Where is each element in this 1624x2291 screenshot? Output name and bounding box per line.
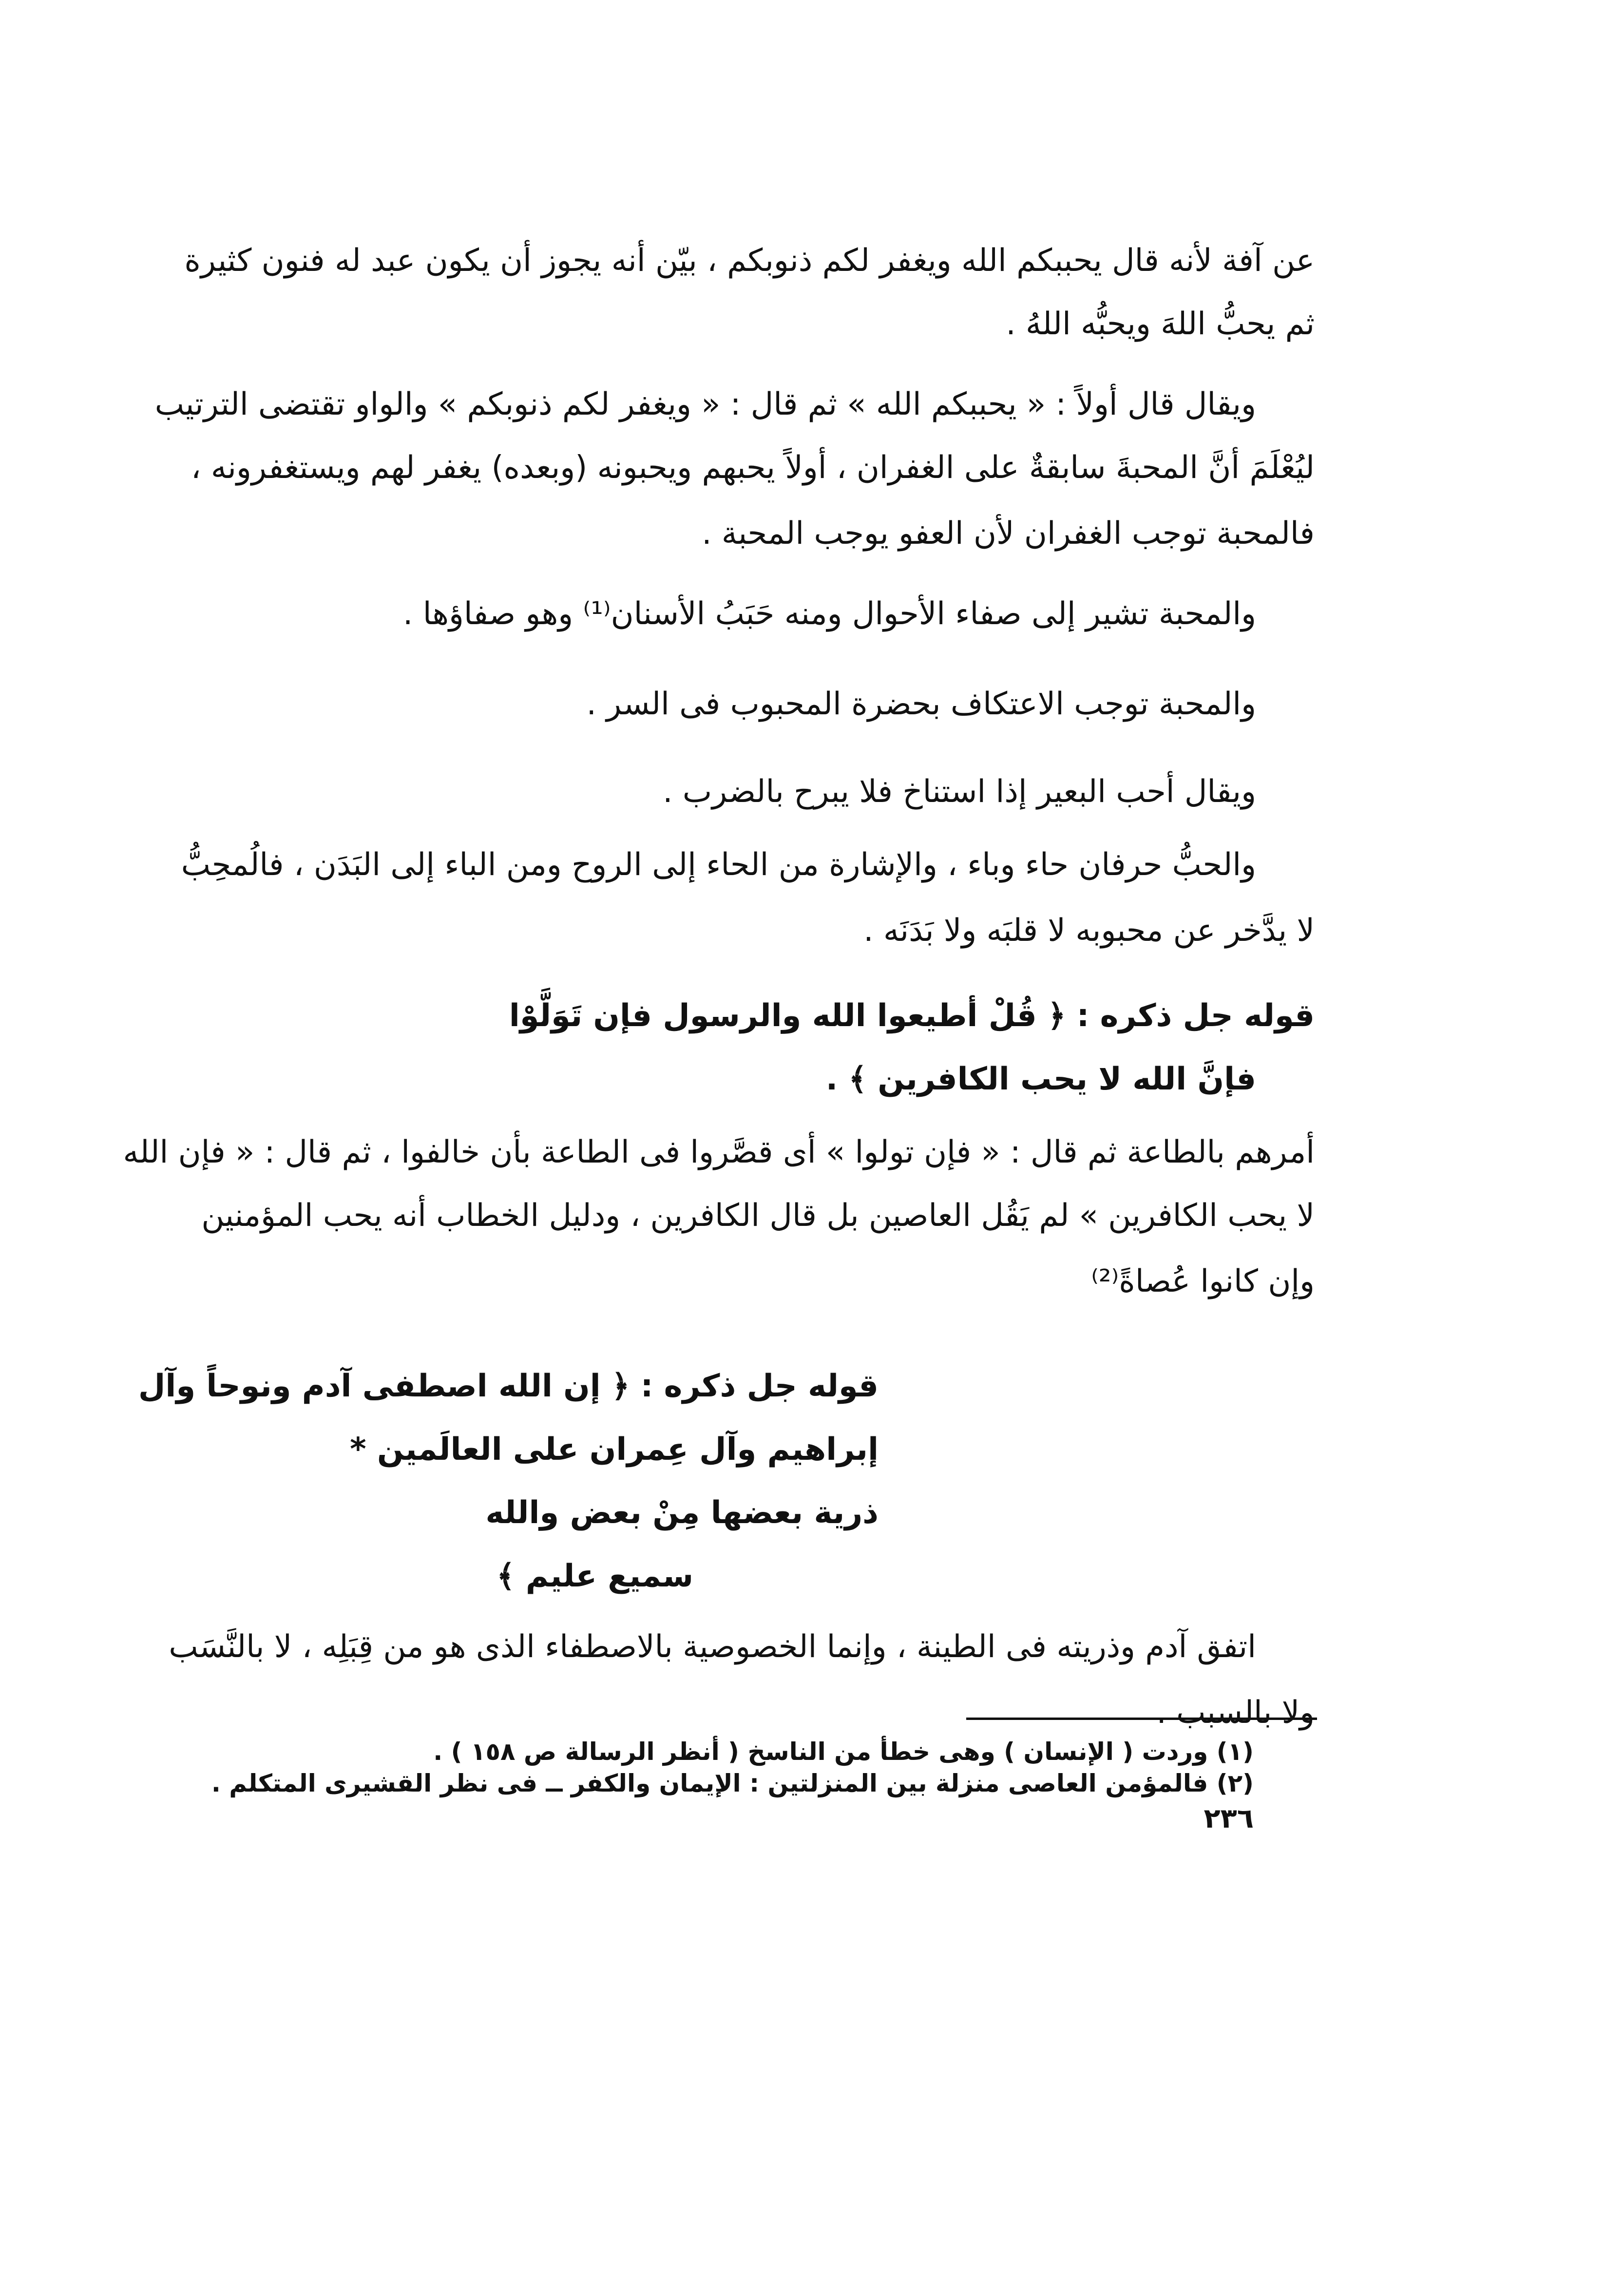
quran-verse-line: قوله جل ذكره : ﴿ قُلْ أطيعوا الله والرسول فإن تَوَلَّوْا (509, 998, 1315, 1034)
quran-verse-line: إبراهيم وآل عِمران على العالَمين * (350, 1432, 879, 1468)
quran-verse-line: سميع عليم ﴾ (497, 1558, 693, 1594)
text-line: فالمحبة توجب الغفران لأن العفو يوجب المحبة . (702, 515, 1315, 552)
text-line: ثم يحبُّ اللهَ ويحبُّه اللهُ . (1006, 306, 1315, 342)
text-line: وإن كانوا عُصاةً⁽²⁾ (1091, 1263, 1315, 1299)
text-line: أمرهم بالطاعة ثم قال : « فإن تولوا » أى قصَّروا فى الطاعة بأن خالفوا ، ثم قال : « فإن الله (123, 1134, 1315, 1170)
text-line: عن آفة لأنه قال يحببكم الله ويغفر لكم ذنوبكم ، بيّن أنه يجوز أن يكون عبد له فنون كثيرة (184, 243, 1315, 279)
text-line: لا يدَّخر عن محبوبه لا قلبَه ولا بَدَنَه . (863, 913, 1315, 949)
text-line: والحبُّ حرفان حاء وباء ، والإشارة من الحاء إلى الروح ومن الباء إلى البَدَن ، فالُمحِبُّ (181, 847, 1256, 883)
footnote: (٢) فالمؤمن العاصى منزلة بين المنزلتين : الإيمان والكفر ــ فى نظر القشيرى المتكلم . (211, 1769, 1254, 1797)
quran-verse-line: قوله جل ذكره : ﴿ إن الله اصطفى آدم ونوحاً وآل (138, 1368, 879, 1404)
footnote: (١) وردت ( الإنسان ) وهى خطأ من الناسخ ( أنظر الرسالة ص ١٥٨ ) . (433, 1737, 1254, 1766)
text-line: لا يحب الكافرين » لم يَقُل العاصين بل قال الكافرين ، ودليل الخطاب أنه يحب المؤمنين (201, 1198, 1315, 1234)
quran-verse-line: فإنَّ الله لا يحب الكافرين ﴾ . (825, 1061, 1256, 1097)
text-line: ولا بالسبب . (1156, 1695, 1315, 1731)
text-line: ويقال أحب البعير إذا استناخ فلا يبرح بالضرب . (663, 774, 1256, 810)
quran-verse-line: ذرية بعضها مِنْ بعض والله (485, 1495, 879, 1531)
text-line: والمحبة تشير إلى صفاء الأحوال ومنه حَبَبُ الأسنان⁽¹⁾ وهو صفاؤها . (403, 596, 1256, 632)
page-number: ٢٣٦ (1204, 1803, 1254, 1834)
text-line: ويقال قال أولاً : « يحببكم الله » ثم قال : « ويغفر لكم ذنوبكم » والواو تقتضى الترتيب (154, 386, 1256, 422)
text-line: والمحبة توجب الاعتكاف بحضرة المحبوب فى السر . (586, 686, 1256, 722)
footnote-separator (966, 1718, 1317, 1720)
text-line: ليُعْلَمَ أنَّ المحبةَ سابقةٌ على الغفران ، أولاً يحبهم ويحبونه (وبعده) يغفر لهم ويستغفرونه ، (191, 450, 1315, 486)
text-line: اتفق آدم وذريته فى الطينة ، وإنما الخصوصية بالاصطفاء الذى هو من قِبَلِه ، لا بالنَّسَب (169, 1629, 1256, 1665)
